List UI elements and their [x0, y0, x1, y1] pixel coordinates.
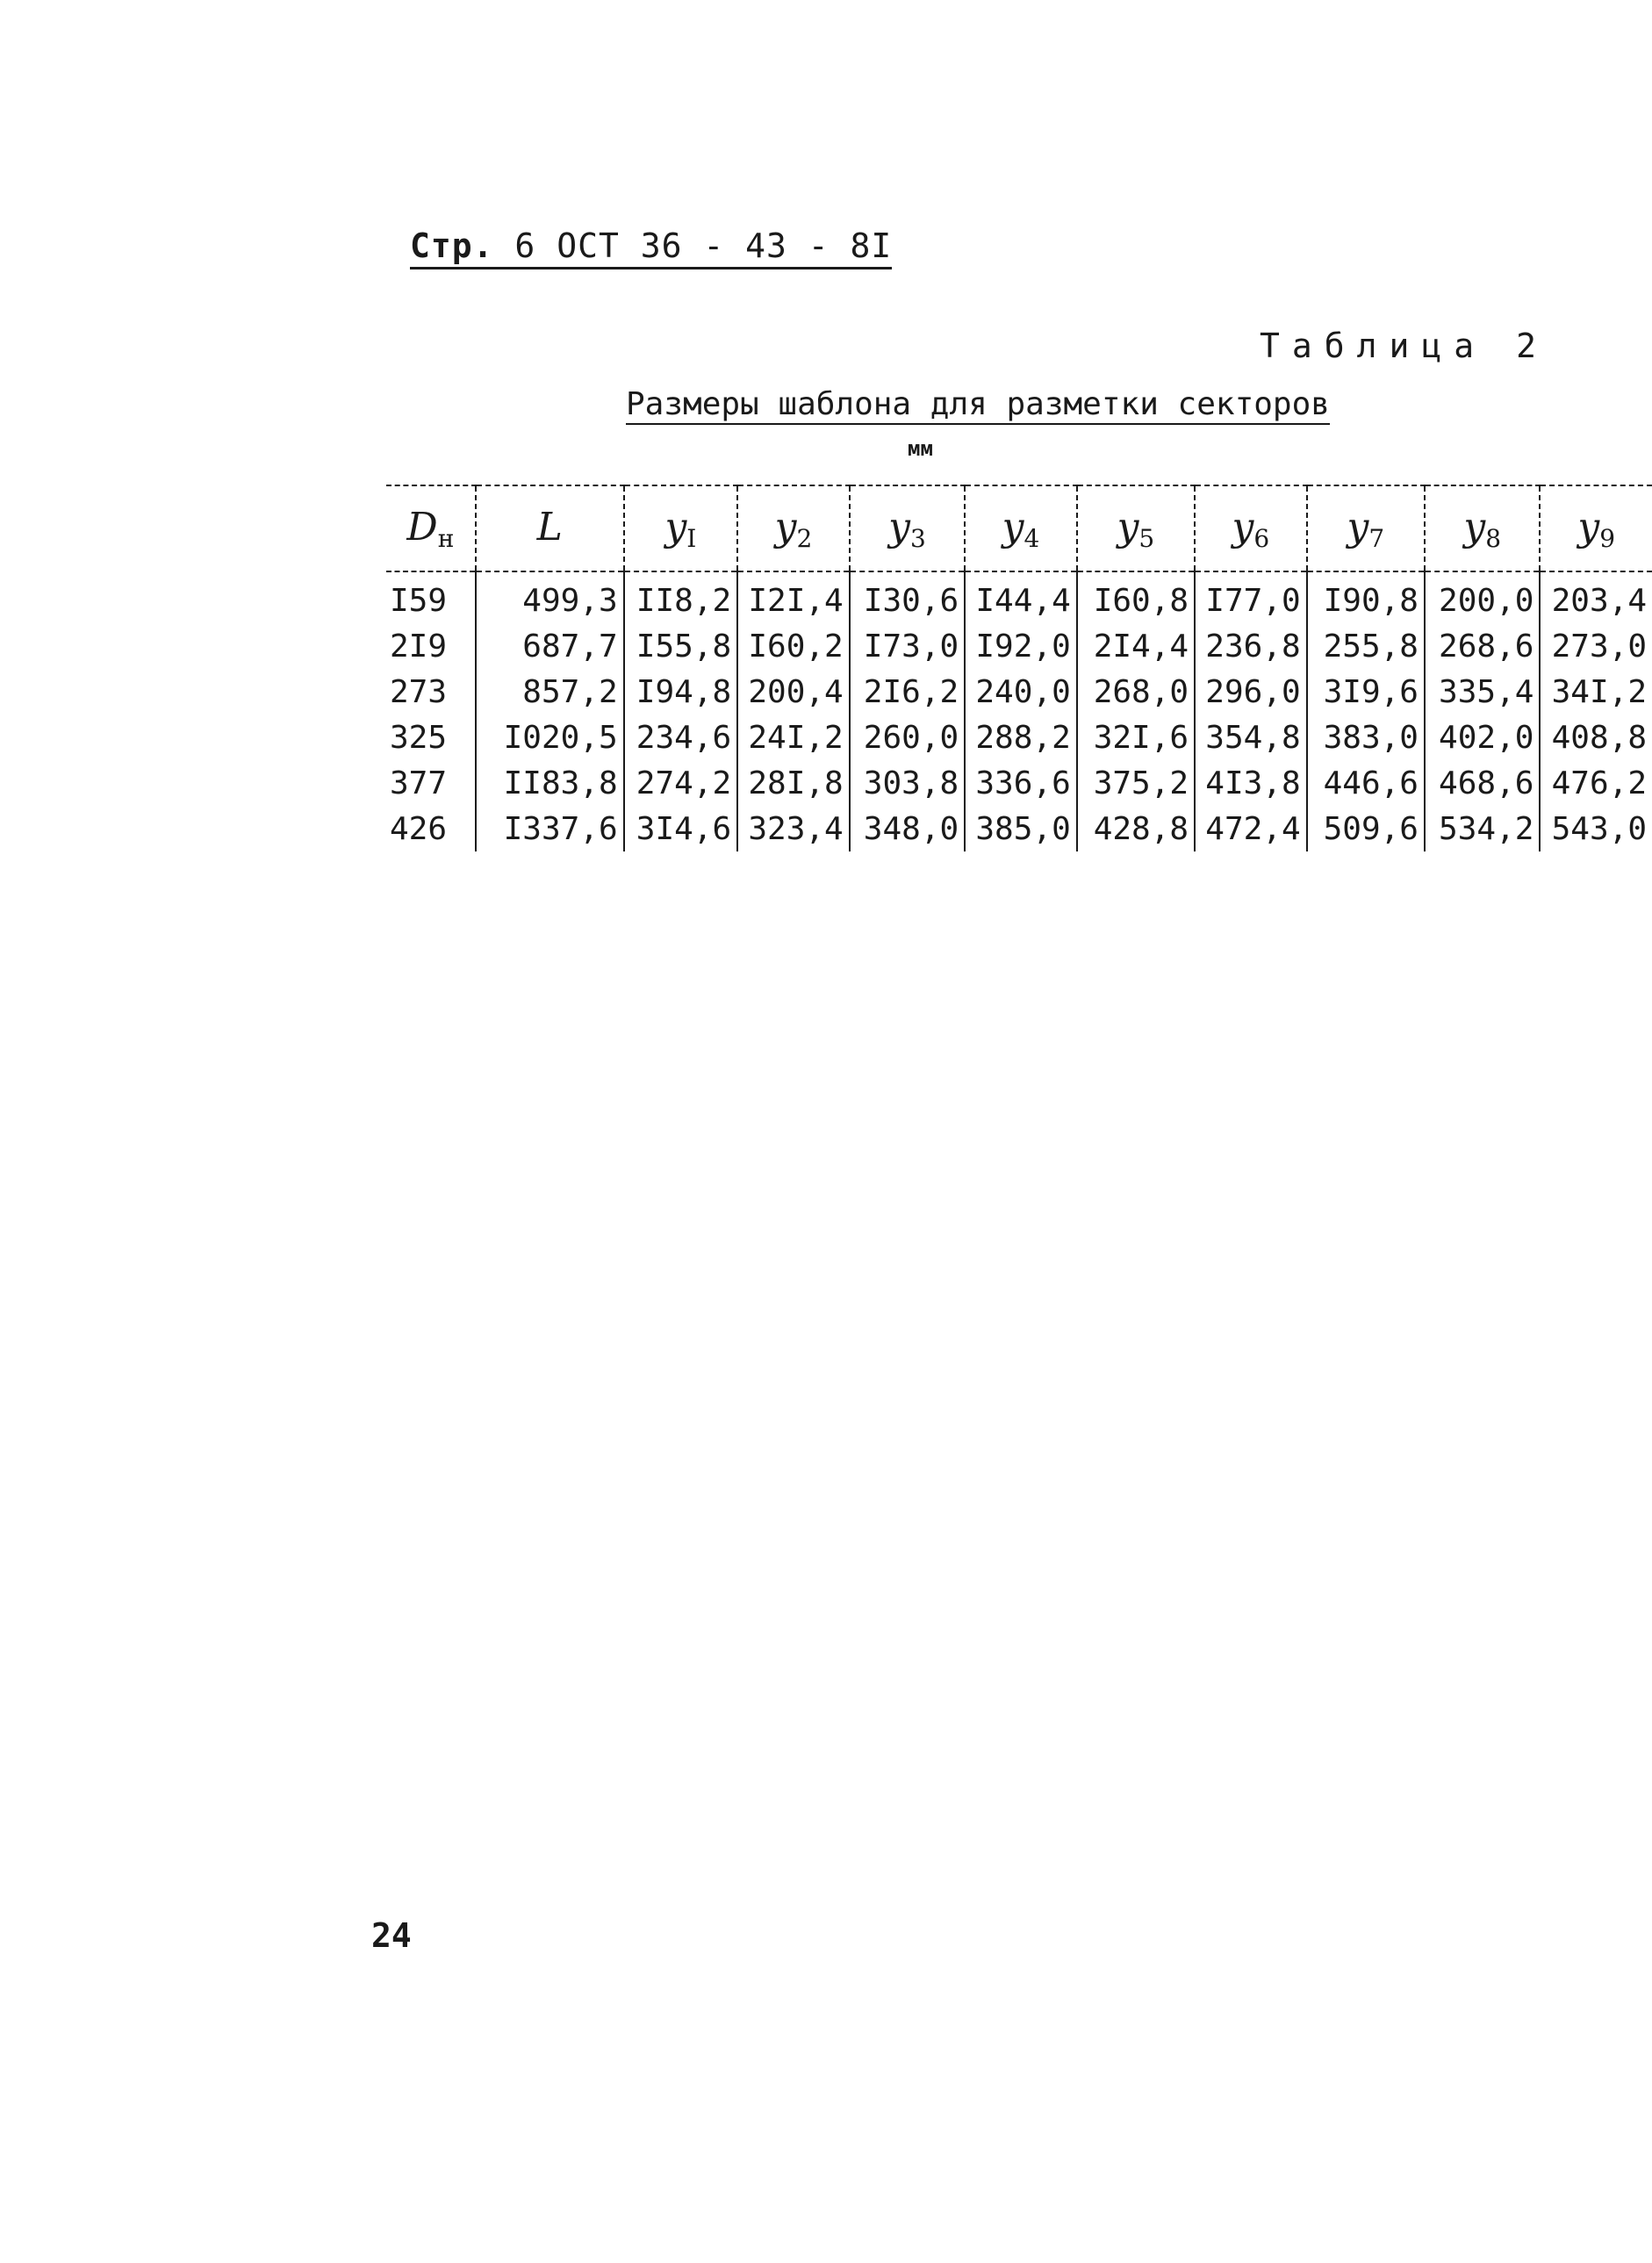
table-cell: 476,2: [1540, 760, 1652, 806]
table-cell: I55,8: [624, 623, 738, 669]
table-cell: 509,6: [1307, 806, 1425, 851]
table-cell: 34I,2: [1540, 669, 1652, 715]
table-cell: I77,0: [1195, 571, 1307, 623]
table-row: [386, 669, 1652, 715]
table-row: [386, 571, 1652, 623]
table-label-number: 2: [1516, 327, 1536, 365]
table-cell: 273: [390, 673, 448, 710]
table-cell: 402,0: [1425, 715, 1540, 760]
column-header-symbol: y: [774, 504, 797, 550]
column-header: [476, 485, 624, 571]
table-cell: II83,8: [476, 760, 624, 806]
column-header: [1077, 485, 1195, 571]
table-cell: 203,4: [1540, 571, 1652, 623]
column-header: [737, 485, 850, 571]
table-cell: 200,4: [737, 669, 850, 715]
table-cell: II8,2: [624, 571, 738, 623]
table-cell: 383,0: [1307, 715, 1425, 760]
table-cell: 303,8: [850, 760, 965, 806]
column-header: [1540, 485, 1652, 571]
column-header-symbol: L: [536, 504, 563, 550]
column-header-subscript: 8: [1485, 523, 1502, 553]
column-header-symbol: y: [664, 504, 687, 550]
column-header-symbol: y: [1232, 504, 1254, 550]
table-cell: I94,8: [624, 669, 738, 715]
column-header: [624, 485, 738, 571]
column-header: [965, 485, 1077, 571]
table-cell: 472,4: [1195, 806, 1307, 851]
column-header-symbol: y: [1463, 504, 1486, 550]
page-number-inline: 6: [514, 226, 536, 265]
table-cell: 3I4,6: [624, 806, 738, 851]
column-header-subscript: 6: [1253, 523, 1270, 553]
table-cell: I020,5: [476, 715, 624, 760]
table-title: Размеры шаблона для разметки секторов: [626, 386, 1330, 425]
table-cell: 348,0: [850, 806, 965, 851]
table-cell: I59: [390, 582, 448, 619]
table-cell: 260,0: [850, 715, 965, 760]
page-label: Стр.: [410, 226, 494, 265]
table-label: [1260, 327, 1536, 365]
column-header-subscript: 9: [1599, 523, 1616, 553]
table-cell: 234,6: [624, 715, 738, 760]
table-cell: 428,8: [1077, 806, 1195, 851]
column-header-subscript: I: [686, 523, 697, 553]
table-cell: 408,8: [1540, 715, 1652, 760]
table-cell: 268,0: [1077, 669, 1195, 715]
table-cell: 336,6: [965, 760, 1077, 806]
table-cell: 468,6: [1425, 760, 1540, 806]
table-cell: 857,2: [476, 669, 624, 715]
table-cell: 236,8: [1195, 623, 1307, 669]
table-cell: 3I9,6: [1307, 669, 1425, 715]
table-header-row: [386, 485, 1652, 571]
table-cell: I73,0: [850, 623, 965, 669]
table-cell: 2I6,2: [850, 669, 965, 715]
column-header-symbol: D: [406, 504, 438, 550]
table-cell: 323,4: [737, 806, 850, 851]
table-row: [386, 760, 1652, 806]
column-header-subscript: 7: [1368, 523, 1385, 553]
table-cell: 2I4,4: [1077, 623, 1195, 669]
table-cell: 255,8: [1307, 623, 1425, 669]
column-header-subscript: 4: [1024, 523, 1040, 553]
table-cell: 240,0: [965, 669, 1077, 715]
table-cell: 288,2: [965, 715, 1077, 760]
table-cell: 273,0: [1540, 623, 1652, 669]
column-header-symbol: y: [1002, 504, 1024, 550]
table-cell: I337,6: [476, 806, 624, 851]
page-number: 24: [371, 1916, 412, 1955]
table-cell: 534,2: [1425, 806, 1540, 851]
table-cell: I60,2: [737, 623, 850, 669]
column-header-symbol: y: [1347, 504, 1369, 550]
column-header-subscript: н: [437, 523, 455, 553]
column-header: [1195, 485, 1307, 571]
column-header-symbol: y: [1577, 504, 1600, 550]
table-cell: 426: [390, 810, 448, 847]
table-cell: 268,6: [1425, 623, 1540, 669]
table-cell: 446,6: [1307, 760, 1425, 806]
column-header-subscript: 5: [1138, 523, 1155, 553]
table-units: мм: [908, 436, 933, 461]
column-header: [1425, 485, 1540, 571]
dimensions-table: [386, 485, 1652, 851]
column-header: [386, 485, 476, 571]
table-cell: 375,2: [1077, 760, 1195, 806]
table-cell: 24I,2: [737, 715, 850, 760]
standard-code: ОСТ 36 - 43 - 8I: [557, 226, 893, 265]
table-row: [386, 715, 1652, 760]
table-label-word: Таблица: [1259, 327, 1487, 365]
table-cell: 377: [390, 765, 448, 801]
column-header: [850, 485, 965, 571]
table-cell: 2I9: [390, 628, 448, 665]
table-cell: 687,7: [476, 623, 624, 669]
page-header: [410, 226, 892, 269]
table-cell: I44,4: [965, 571, 1077, 623]
column-header-symbol: y: [888, 504, 910, 550]
table-cell: 200,0: [1425, 571, 1540, 623]
table-cell: 28I,8: [737, 760, 850, 806]
table-cell: 499,3: [476, 571, 624, 623]
column-header: [1307, 485, 1425, 571]
table-cell: 274,2: [624, 760, 738, 806]
table-row: [386, 806, 1652, 851]
table-cell: 296,0: [1195, 669, 1307, 715]
column-header-subscript: 2: [796, 523, 813, 553]
table-cell: 325: [390, 719, 448, 756]
table-cell: I2I,4: [737, 571, 850, 623]
column-header-symbol: y: [1117, 504, 1139, 550]
table-cell: 354,8: [1195, 715, 1307, 760]
table-cell: I90,8: [1307, 571, 1425, 623]
table-cell: 543,0: [1540, 806, 1652, 851]
table-cell: 4I3,8: [1195, 760, 1307, 806]
table-cell: I60,8: [1077, 571, 1195, 623]
table-cell: I92,0: [965, 623, 1077, 669]
table-body: [386, 571, 1652, 851]
table-row: [386, 623, 1652, 669]
table-cell: I30,6: [850, 571, 965, 623]
table-cell: 385,0: [965, 806, 1077, 851]
column-header-subscript: 3: [909, 523, 926, 553]
table-cell: 335,4: [1425, 669, 1540, 715]
table-cell: 32I,6: [1077, 715, 1195, 760]
